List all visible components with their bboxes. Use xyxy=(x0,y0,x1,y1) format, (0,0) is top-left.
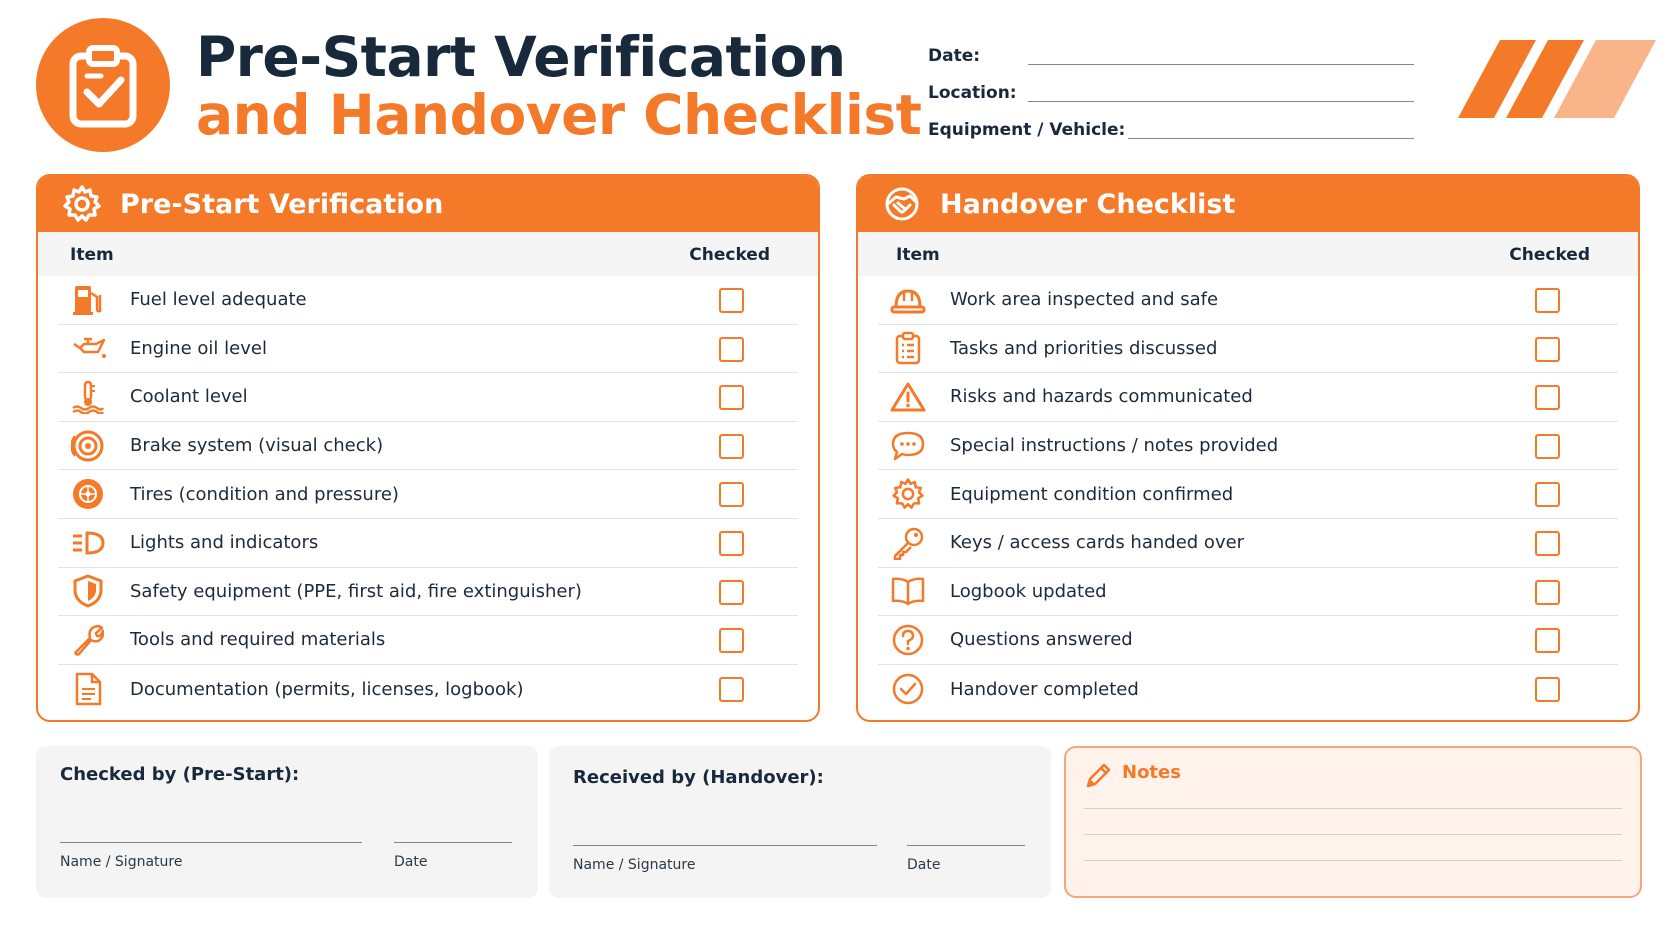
clipboard-check-icon xyxy=(67,44,139,128)
handover-row-keys xyxy=(878,519,1618,568)
list-item-label: Brake system (visual check) xyxy=(130,435,384,457)
warning-triangle-icon xyxy=(888,377,928,417)
handover-row-logbook xyxy=(878,568,1618,617)
list-item-label: Work area inspected and safe xyxy=(950,289,1219,311)
pre-start-row-coolant xyxy=(58,373,798,422)
date-line[interactable] xyxy=(907,845,1025,846)
list-item-label: Fuel level adequate xyxy=(130,289,307,311)
list-item-label: Engine oil level xyxy=(130,337,267,359)
list-item-label: Lights and indicators xyxy=(130,532,319,554)
pre-start-list xyxy=(38,276,818,713)
handover-row-instructions xyxy=(878,422,1618,471)
handover-title: Handover Checklist xyxy=(940,188,1236,220)
signoff-title: Received by (Handover): xyxy=(573,767,824,788)
handover-list xyxy=(858,276,1638,713)
hard-hat-icon xyxy=(888,280,928,320)
equipment-label: Equipment / Vehicle: xyxy=(928,120,1126,140)
decorative-stripes xyxy=(1458,40,1658,118)
list-item-label: Tires (condition and pressure) xyxy=(130,483,399,505)
tires-checkbox[interactable] xyxy=(719,482,744,507)
pre-start-row-documentation xyxy=(58,665,798,714)
pencil-icon xyxy=(1084,760,1114,794)
notes-line[interactable] xyxy=(1084,834,1622,835)
fuel-checkbox[interactable] xyxy=(719,288,744,313)
meta-fields xyxy=(928,40,1414,151)
risks-checkbox[interactable] xyxy=(1535,385,1560,410)
list-item-label: Documentation (permits, licenses, logbook) xyxy=(130,678,524,700)
location-input-line[interactable] xyxy=(1028,101,1414,102)
pre-start-row-tools xyxy=(58,616,798,665)
pre-start-header xyxy=(38,176,818,232)
pre-start-row-lights xyxy=(58,519,798,568)
list-item-label: Equipment condition confirmed xyxy=(950,483,1234,505)
equipment-field[interactable] xyxy=(928,114,1414,151)
fuel-pump-icon xyxy=(68,280,108,320)
notes-line[interactable] xyxy=(1084,860,1622,861)
question-circle-icon xyxy=(888,620,928,660)
name-signature-label: Name / Signature xyxy=(60,854,183,870)
keys-checkbox[interactable] xyxy=(1535,531,1560,556)
handover-row-completed xyxy=(878,665,1618,714)
tools-checkbox[interactable] xyxy=(719,628,744,653)
oil-checkbox[interactable] xyxy=(719,337,744,362)
coolant-checkbox[interactable] xyxy=(719,385,744,410)
handover-header xyxy=(858,176,1638,232)
instructions-checkbox[interactable] xyxy=(1535,434,1560,459)
handover-panel xyxy=(856,174,1640,722)
pre-start-title: Pre-Start Verification xyxy=(120,188,444,220)
gear-icon xyxy=(888,474,928,514)
shield-icon xyxy=(68,571,108,611)
wrench-icon xyxy=(68,620,108,660)
notes-title: Notes xyxy=(1122,762,1181,783)
oil-can-icon xyxy=(68,328,108,368)
list-item-label: Safety equipment (PPE, first aid, fire extinguisher) xyxy=(130,580,582,602)
clipboard-list-icon xyxy=(888,328,928,368)
handover-signoff-card xyxy=(549,746,1051,898)
handover-row-tasks xyxy=(878,325,1618,374)
handover-row-risks xyxy=(878,373,1618,422)
title-line-1: Pre-Start Verification xyxy=(196,25,846,89)
pre-start-signoff-card xyxy=(36,746,538,898)
item-column-header: Item xyxy=(70,245,114,265)
date-line[interactable] xyxy=(394,842,512,843)
equipment-checkbox[interactable] xyxy=(1535,482,1560,507)
document-icon xyxy=(68,669,108,709)
coolant-thermometer-icon xyxy=(68,377,108,417)
list-item-label: Risks and hazards communicated xyxy=(950,386,1253,408)
list-item-label: Handover completed xyxy=(950,678,1139,700)
pre-start-column-headers xyxy=(38,232,818,276)
date-label: Date xyxy=(907,857,941,873)
location-field[interactable] xyxy=(928,77,1414,114)
checked-column-header: Checked xyxy=(689,245,770,265)
pre-start-row-oil xyxy=(58,325,798,374)
pre-start-row-safety xyxy=(58,568,798,617)
logbook-checkbox[interactable] xyxy=(1535,580,1560,605)
check-circle-icon xyxy=(888,669,928,709)
name-signature-line[interactable] xyxy=(573,845,877,846)
list-item-label: Keys / access cards handed over xyxy=(950,532,1245,554)
list-item-label: Questions answered xyxy=(950,629,1133,651)
list-item-label: Coolant level xyxy=(130,386,248,408)
handover-row-questions xyxy=(878,616,1618,665)
signoff-title: Checked by (Pre-Start): xyxy=(60,764,300,785)
documentation-checkbox[interactable] xyxy=(719,677,744,702)
checked-column-header: Checked xyxy=(1509,245,1590,265)
brake-disc-icon xyxy=(68,426,108,466)
brake-checkbox[interactable] xyxy=(719,434,744,459)
notes-line[interactable] xyxy=(1084,808,1622,809)
lights-checkbox[interactable] xyxy=(719,531,744,556)
logo xyxy=(36,18,170,152)
item-column-header: Item xyxy=(896,245,940,265)
name-signature-label: Name / Signature xyxy=(573,857,696,873)
pre-start-row-brake xyxy=(58,422,798,471)
work-area-checkbox[interactable] xyxy=(1535,288,1560,313)
date-label: Date xyxy=(394,854,428,870)
tasks-checkbox[interactable] xyxy=(1535,337,1560,362)
date-label: Date: xyxy=(928,46,981,66)
key-icon xyxy=(888,523,928,563)
pre-start-panel xyxy=(36,174,820,722)
pre-start-row-fuel xyxy=(58,276,798,325)
tire-icon xyxy=(68,474,108,514)
handover-column-headers xyxy=(858,232,1638,276)
notes-box[interactable] xyxy=(1064,746,1642,898)
equipment-input-line[interactable] xyxy=(1128,138,1414,139)
safety-checkbox[interactable] xyxy=(719,580,744,605)
date-field[interactable] xyxy=(928,40,1414,77)
list-item-label: Special instructions / notes provided xyxy=(950,435,1279,457)
chat-bubble-icon xyxy=(888,426,928,466)
page-title xyxy=(196,25,922,147)
title-line-2: and Handover Checklist xyxy=(196,83,922,147)
gear-icon xyxy=(60,182,104,226)
handshake-icon xyxy=(880,182,924,226)
completed-checkbox[interactable] xyxy=(1535,677,1560,702)
date-input-line[interactable] xyxy=(1028,64,1414,65)
pre-start-row-tires xyxy=(58,470,798,519)
location-label: Location: xyxy=(928,83,1017,103)
handover-row-equipment xyxy=(878,470,1618,519)
headlight-icon xyxy=(68,523,108,563)
name-signature-line[interactable] xyxy=(60,842,362,843)
list-item-label: Tasks and priorities discussed xyxy=(950,337,1218,359)
questions-checkbox[interactable] xyxy=(1535,628,1560,653)
open-book-icon xyxy=(888,571,928,611)
list-item-label: Tools and required materials xyxy=(130,629,386,651)
handover-row-work-area xyxy=(878,276,1618,325)
list-item-label: Logbook updated xyxy=(950,580,1107,602)
